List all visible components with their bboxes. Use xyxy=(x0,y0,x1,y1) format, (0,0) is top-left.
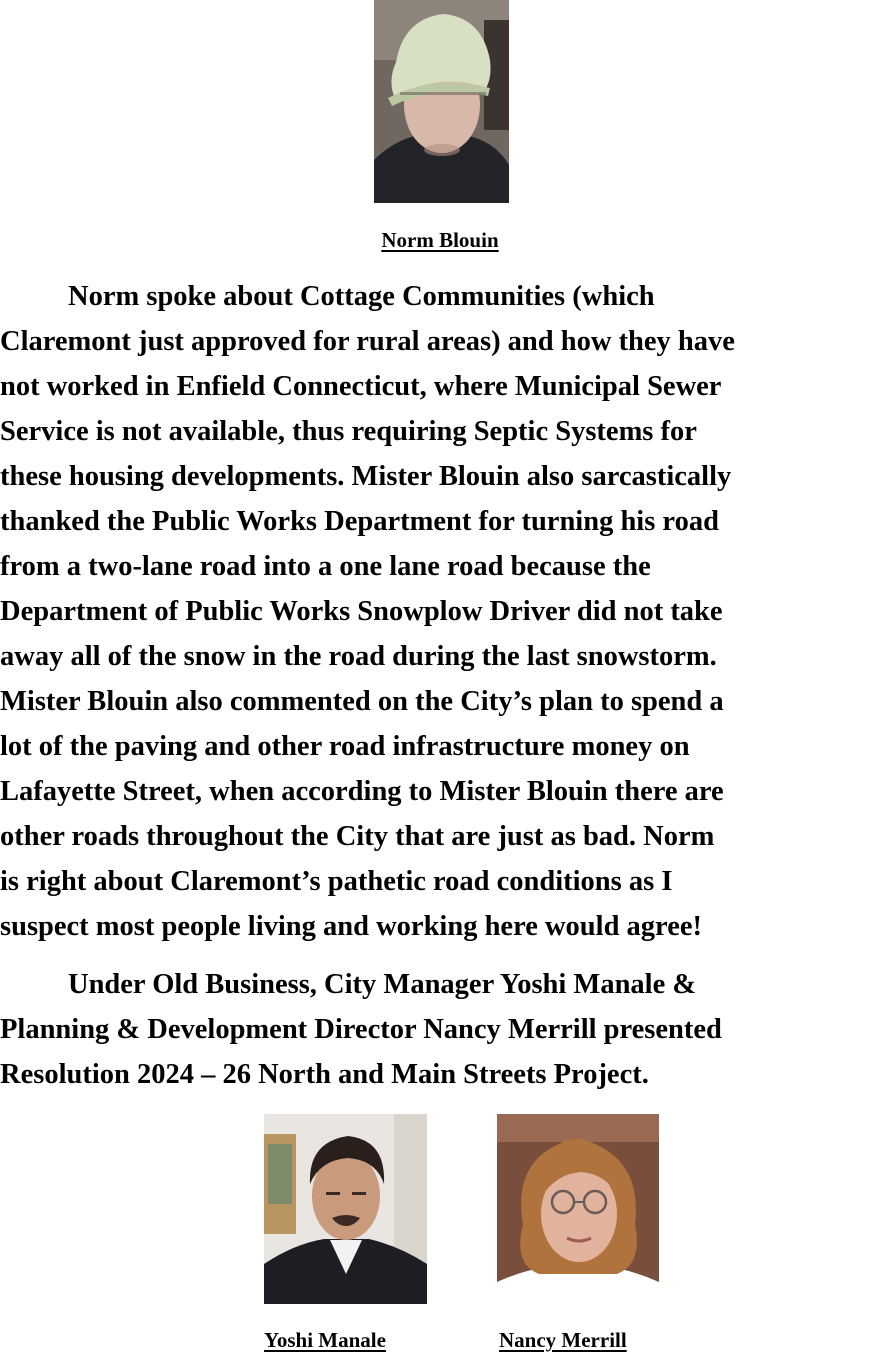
paragraph-line: Resolution 2024 – 26 North and Main Streets Project. xyxy=(0,1059,649,1090)
paragraph-line: lot of the paving and other road infrastructure money on xyxy=(0,731,690,762)
paragraph-line: Service is not available, thus requiring Septic Systems for xyxy=(0,416,697,447)
paragraph-line: Under Old Business, City Manager Yoshi Manale & xyxy=(68,969,697,1000)
paragraph-line: not worked in Enfield Connecticut, where Municipal Sewer xyxy=(0,371,722,402)
norm-blouin-caption: Norm Blouin xyxy=(381,228,499,252)
paragraph-line: Norm spoke about Cottage Communities (which xyxy=(68,281,655,312)
paragraph-line: from a two-lane road into a one lane road because the xyxy=(0,551,651,582)
old-business-paragraph xyxy=(0,962,880,1097)
nancy-merrill-photo xyxy=(497,1114,659,1304)
norm-blouin-photo xyxy=(374,0,509,203)
person-portrait-cap-icon xyxy=(374,0,509,203)
paragraph-line: Planning & Development Director Nancy Merrill presented xyxy=(0,1014,722,1045)
paragraph-line: Lafayette Street, when according to Mister Blouin there are xyxy=(0,776,724,807)
norm-comments-paragraph xyxy=(0,274,880,949)
nancy-merrill-caption: Nancy Merrill xyxy=(499,1328,627,1352)
paragraph-line: other roads throughout the City that are just as bad. Norm xyxy=(0,821,715,852)
paragraph-line: Mister Blouin also commented on the City’s plan to spend a xyxy=(0,686,724,717)
paragraph-line: thanked the Public Works Department for turning his road xyxy=(0,506,719,537)
yoshi-manale-caption: Yoshi Manale xyxy=(264,1328,386,1352)
yoshi-manale-photo xyxy=(264,1114,427,1304)
person-portrait-suit-icon xyxy=(264,1114,427,1304)
paragraph-line: Claremont just approved for rural areas) and how they have xyxy=(0,326,735,357)
paragraph-line: away all of the snow in the road during the last snowstorm. xyxy=(0,641,717,672)
person-portrait-glasses-icon xyxy=(497,1114,659,1304)
paragraph-line: is right about Claremont’s pathetic road conditions as I xyxy=(0,866,673,897)
paragraph-line: these housing developments. Mister Blouin also sarcastically xyxy=(0,461,732,492)
paragraph-line: suspect most people living and working here would agree! xyxy=(0,911,702,942)
paragraph-line: Department of Public Works Snowplow Driver did not take xyxy=(0,596,723,627)
